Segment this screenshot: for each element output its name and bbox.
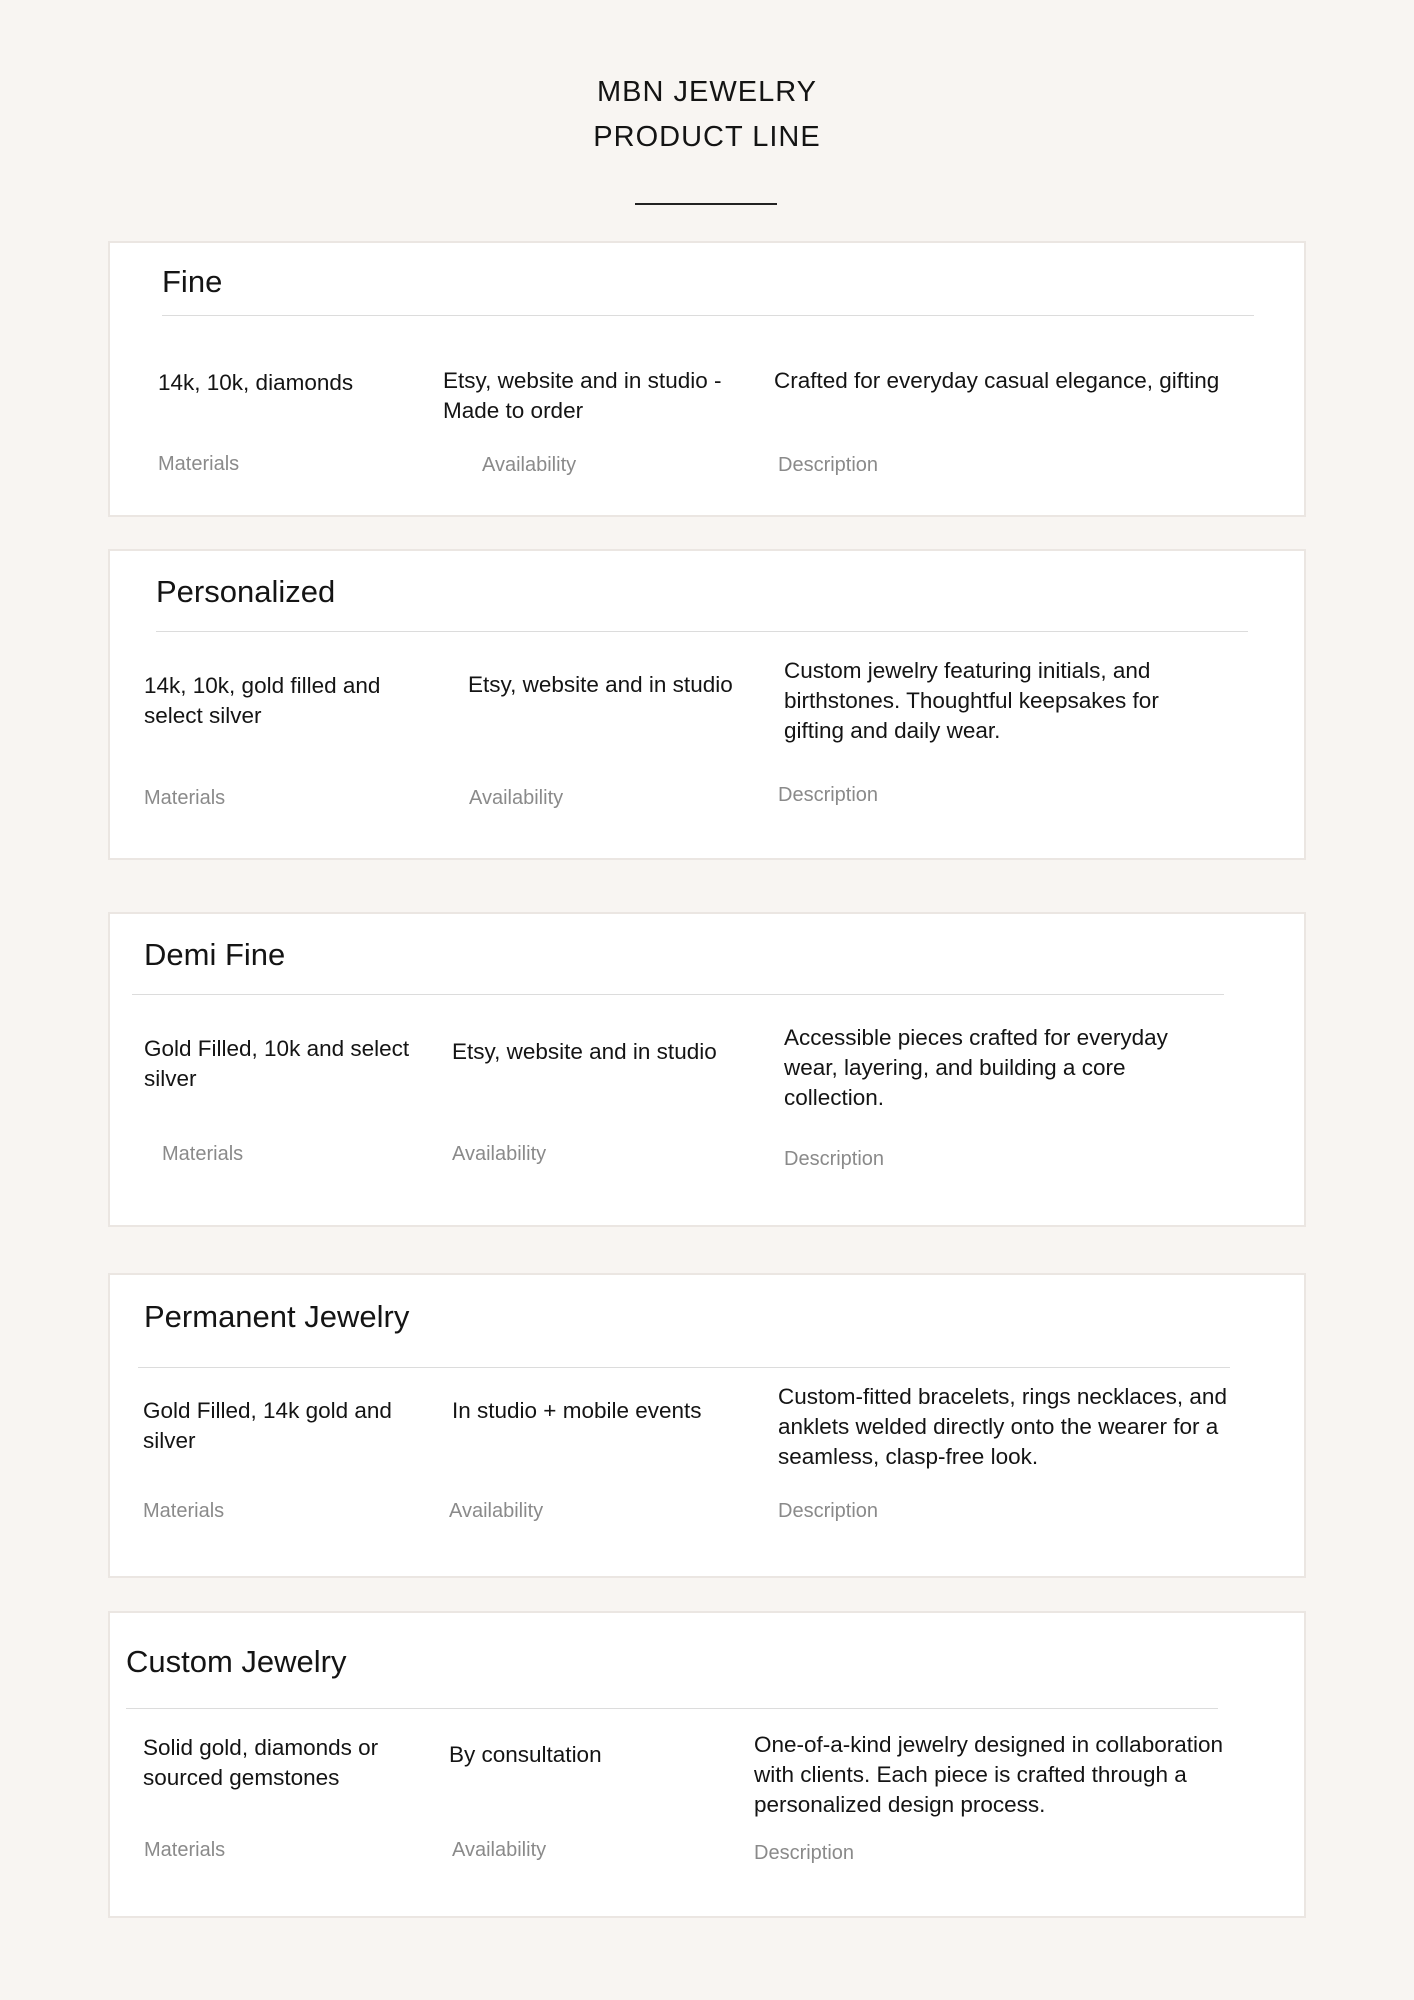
page-header (0, 70, 1414, 160)
card-divider (138, 1367, 1230, 1368)
availability-label: Availability (482, 454, 577, 476)
materials-value: Solid gold, diamonds or sourced gemstones (143, 1735, 379, 1790)
page-title-line-2: PRODUCT LINE (593, 121, 821, 153)
materials-value: Gold Filled, 14k gold and silver (143, 1398, 392, 1453)
page-title-line-1: MBN JEWELRY (597, 76, 817, 108)
availability-label: Availability (469, 787, 564, 809)
materials-label: Materials (144, 787, 226, 809)
card-divider (156, 631, 1248, 632)
product-card-permanent-jewelry (108, 1273, 1306, 1578)
materials-label: Materials (158, 453, 240, 475)
availability-label: Availability (452, 1839, 547, 1861)
product-name: Fine (162, 264, 223, 299)
product-name: Permanent Jewelry (144, 1299, 410, 1334)
availability-value: In studio + mobile events (452, 1398, 702, 1423)
description-value: Custom-fitted bracelets, rings necklaces, and anklets welded directly onto the wearer for a seamless, clasp-free look. (778, 1384, 1227, 1469)
description-value: One-of-a-kind jewelry designed in collaboration with clients. Each piece is crafted through a personalized design process. (754, 1732, 1224, 1817)
materials-value: Gold Filled, 10k and select silver (144, 1036, 410, 1091)
description-value: Accessible pieces crafted for everyday wear, layering, and building a core collection. (784, 1025, 1168, 1110)
description-label: Description (778, 1500, 879, 1522)
card-divider (126, 1708, 1218, 1709)
product-name: Personalized (156, 574, 336, 609)
materials-label: Materials (144, 1839, 226, 1861)
availability-label: Availability (449, 1500, 544, 1522)
availability-value: Etsy, website and in studio (452, 1039, 717, 1064)
materials-value: 14k, 10k, diamonds (158, 370, 354, 395)
product-card-fine (108, 241, 1306, 517)
materials-label: Materials (162, 1143, 244, 1165)
materials-label: Materials (143, 1500, 225, 1522)
product-card-personalized (108, 549, 1306, 860)
description-label: Description (754, 1842, 855, 1864)
description-label: Description (778, 784, 879, 806)
product-card-custom-jewelry (108, 1611, 1306, 1918)
availability-label: Availability (452, 1143, 547, 1165)
availability-value: By consultation (449, 1742, 602, 1767)
availability-value: Etsy, website and in studio (468, 672, 733, 697)
description-value: Custom jewelry featuring initials, and birthstones. Thoughtful keepsakes for gifting and daily wear. (784, 658, 1159, 743)
header-divider (635, 203, 777, 205)
description-label: Description (778, 454, 879, 476)
product-name: Custom Jewelry (126, 1644, 347, 1679)
description-value: Crafted for everyday casual elegance, gifting (774, 368, 1220, 393)
product-name: Demi Fine (144, 937, 286, 972)
materials-value: 14k, 10k, gold filled and select silver (144, 673, 381, 728)
availability-value: Etsy, website and in studio - Made to order (443, 368, 722, 423)
product-card-demi-fine (108, 912, 1306, 1227)
card-divider (132, 994, 1224, 995)
description-label: Description (784, 1148, 885, 1170)
card-divider (162, 315, 1254, 316)
